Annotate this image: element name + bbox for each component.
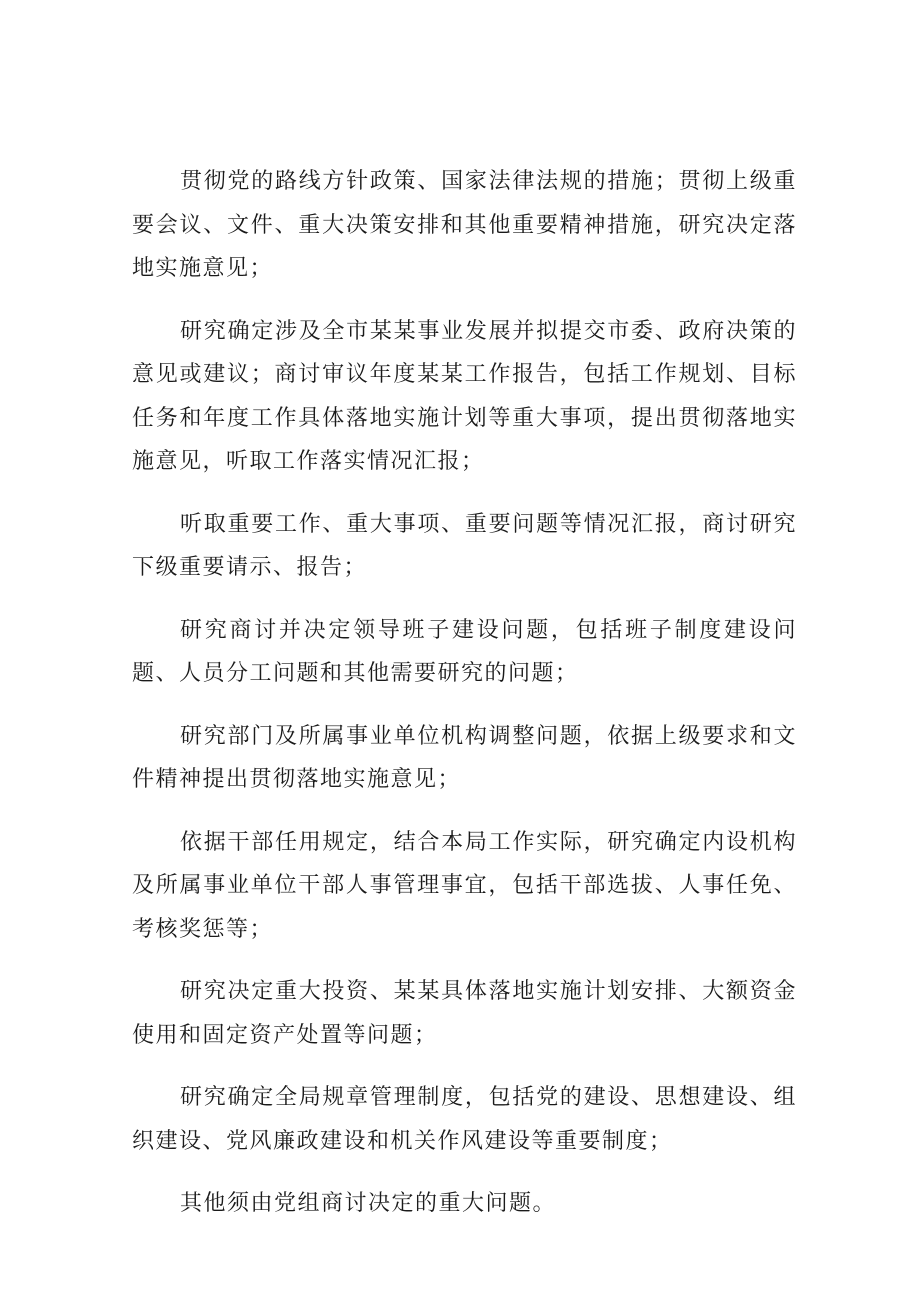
paragraph-2: 研究确定涉及全市某某事业发展并拟提交市委、政府决策的意见或建议；商讨审议年度某某工作报告，包括工作规划、目标任务和年度工作具体落地实施计划等重大事项，提出贯彻落地实施意见，听取工作落实情况汇报； <box>132 318 797 474</box>
paragraph-7: 研究决定重大投资、某某具体落地实施计划安排、大额资金使用和固定资产处置等问题； <box>132 979 797 1048</box>
paragraph-1: 贯彻党的路线方针政策、国家法律法规的措施；贯彻上级重要会议、文件、重大决策安排和其他重要精神措施，研究决定落地实施意见； <box>132 169 797 281</box>
paragraph-9: 其他须由党组商讨决定的重大问题。 <box>180 1191 557 1216</box>
document-body <box>132 160 797 1245</box>
paragraph-5: 研究部门及所属事业单位机构调整问题，依据上级要求和文件精神提出贯彻落地实施意见； <box>132 723 797 792</box>
paragraph-8: 研究确定全局规章管理制度，包括党的建设、思想建设、组织建设、党风廉政建设和机关作风建设等重要制度； <box>132 1085 797 1154</box>
paragraph-4: 研究商讨并决定领导班子建设问题，包括班子制度建设问题、人员分工问题和其他需要研究的问题； <box>132 617 797 686</box>
paragraph-6: 依据干部任用规定，结合本局工作实际，研究确定内设机构及所属事业单位干部人事管理事宜，包括干部选拔、人事任免、考核奖惩等； <box>132 829 797 942</box>
paragraph-3: 听取重要工作、重大事项、重要问题等情况汇报，商讨研究下级重要请示、报告； <box>132 511 797 580</box>
